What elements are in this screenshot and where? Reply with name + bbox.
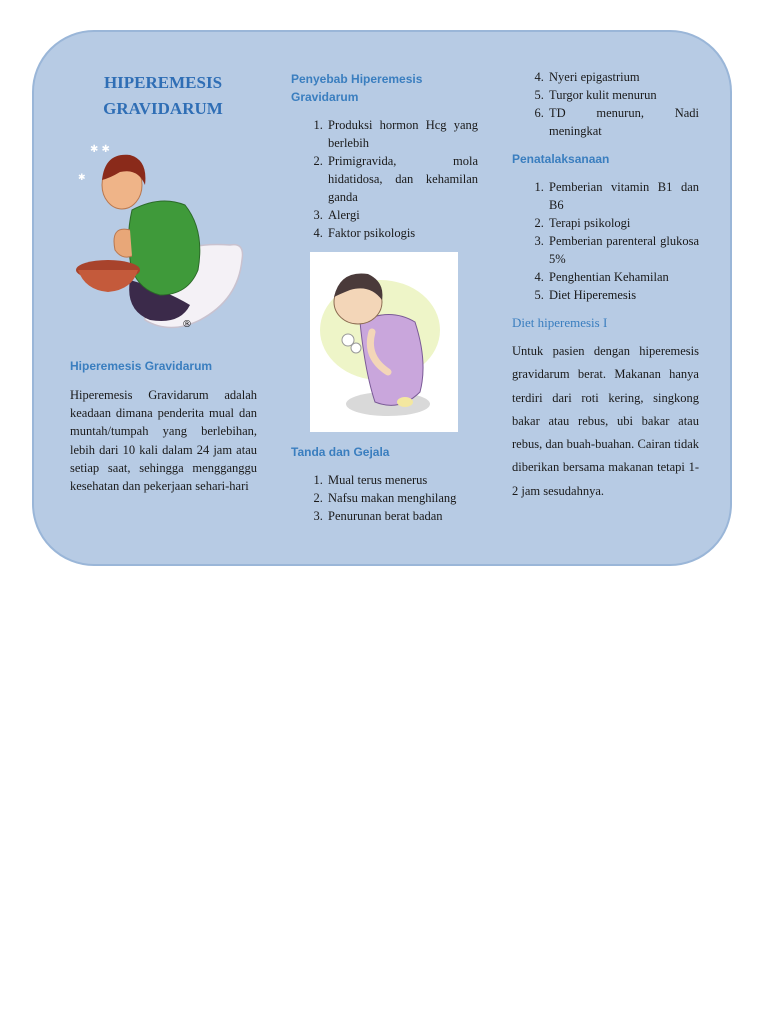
list-item: 6. TD menurun, Nadi meningkat	[547, 104, 699, 140]
column-causes	[291, 70, 478, 242]
column-intro	[70, 357, 257, 495]
list-item: 2. Terapi psikologi	[547, 214, 699, 232]
symptoms-list	[291, 471, 478, 525]
list-item: 5. Turgor kulit menurun	[547, 86, 699, 104]
svg-text:✱ ✱: ✱ ✱	[90, 144, 110, 155]
list-item: 2. Nafsu makan menghilang	[326, 489, 478, 507]
list-item: 2. Primigravida, mola hidatidosa, dan kehamilan ganda	[326, 152, 478, 206]
diet-text: Untuk pasien dengan hiperemesis gravidarum berat. Makanan hanya terdiri dari roti kering, singkong bakar atau rebus, ubi bakar atau rebus, dan buah-buahan. Cairan tidak diberikan bersama makanan tetapi 1-2 jam sesudahnya.	[512, 344, 699, 498]
sick-child-illustration	[310, 252, 458, 432]
causes-list	[291, 116, 478, 242]
list-item: 1. Mual terus menerus	[326, 471, 478, 489]
title-line-1: HIPEREMESIS	[103, 73, 223, 92]
symptoms-heading: Tanda dan Gejala	[291, 445, 390, 459]
registered-mark: ®	[182, 319, 192, 330]
list-item: 4. Penghentian Kehamilan	[547, 268, 699, 286]
diet-heading: Diet hiperemesis I	[512, 315, 608, 330]
symptoms-continued-list	[512, 68, 699, 140]
intro-heading: Hiperemesis Gravidarum	[70, 359, 213, 373]
list-item: 1. Produksi hormon Hcg yang berlebih	[326, 116, 478, 152]
column-symptoms	[291, 443, 478, 525]
svg-text:✱: ✱	[78, 173, 86, 183]
title-line-2: GRAVIDARUM	[103, 99, 223, 118]
column-treatment	[512, 68, 699, 503]
list-item: 3. Pemberian parenteral glukosa 5%	[547, 232, 699, 268]
list-item: 4. Nyeri epigastrium	[547, 68, 699, 86]
nauseous-woman-illustration	[70, 130, 255, 335]
list-item: 5. Diet Hiperemesis	[547, 286, 699, 304]
treatment-list	[512, 178, 699, 304]
brochure-title	[88, 70, 238, 122]
list-item: 4. Faktor psikologis	[326, 224, 478, 242]
treatment-heading: Penatalaksanaan	[512, 152, 610, 166]
list-item: 1. Pemberian vitamin B1 dan B6	[547, 178, 699, 214]
list-item: 3. Penurunan berat badan	[326, 507, 478, 525]
causes-heading: Penyebab Hiperemesis Gravidarum	[291, 72, 423, 104]
intro-text: Hiperemesis Gravidarum adalah keadaan dimana penderita mual dan muntah/tumpah yang berlebihan, lebih dari 10 kali dalam 24 jam atau setiap saat, sehingga mengganggu kesehatan dan pekerjaan sehari-hari	[70, 388, 257, 494]
list-item: 3. Alergi	[326, 206, 478, 224]
